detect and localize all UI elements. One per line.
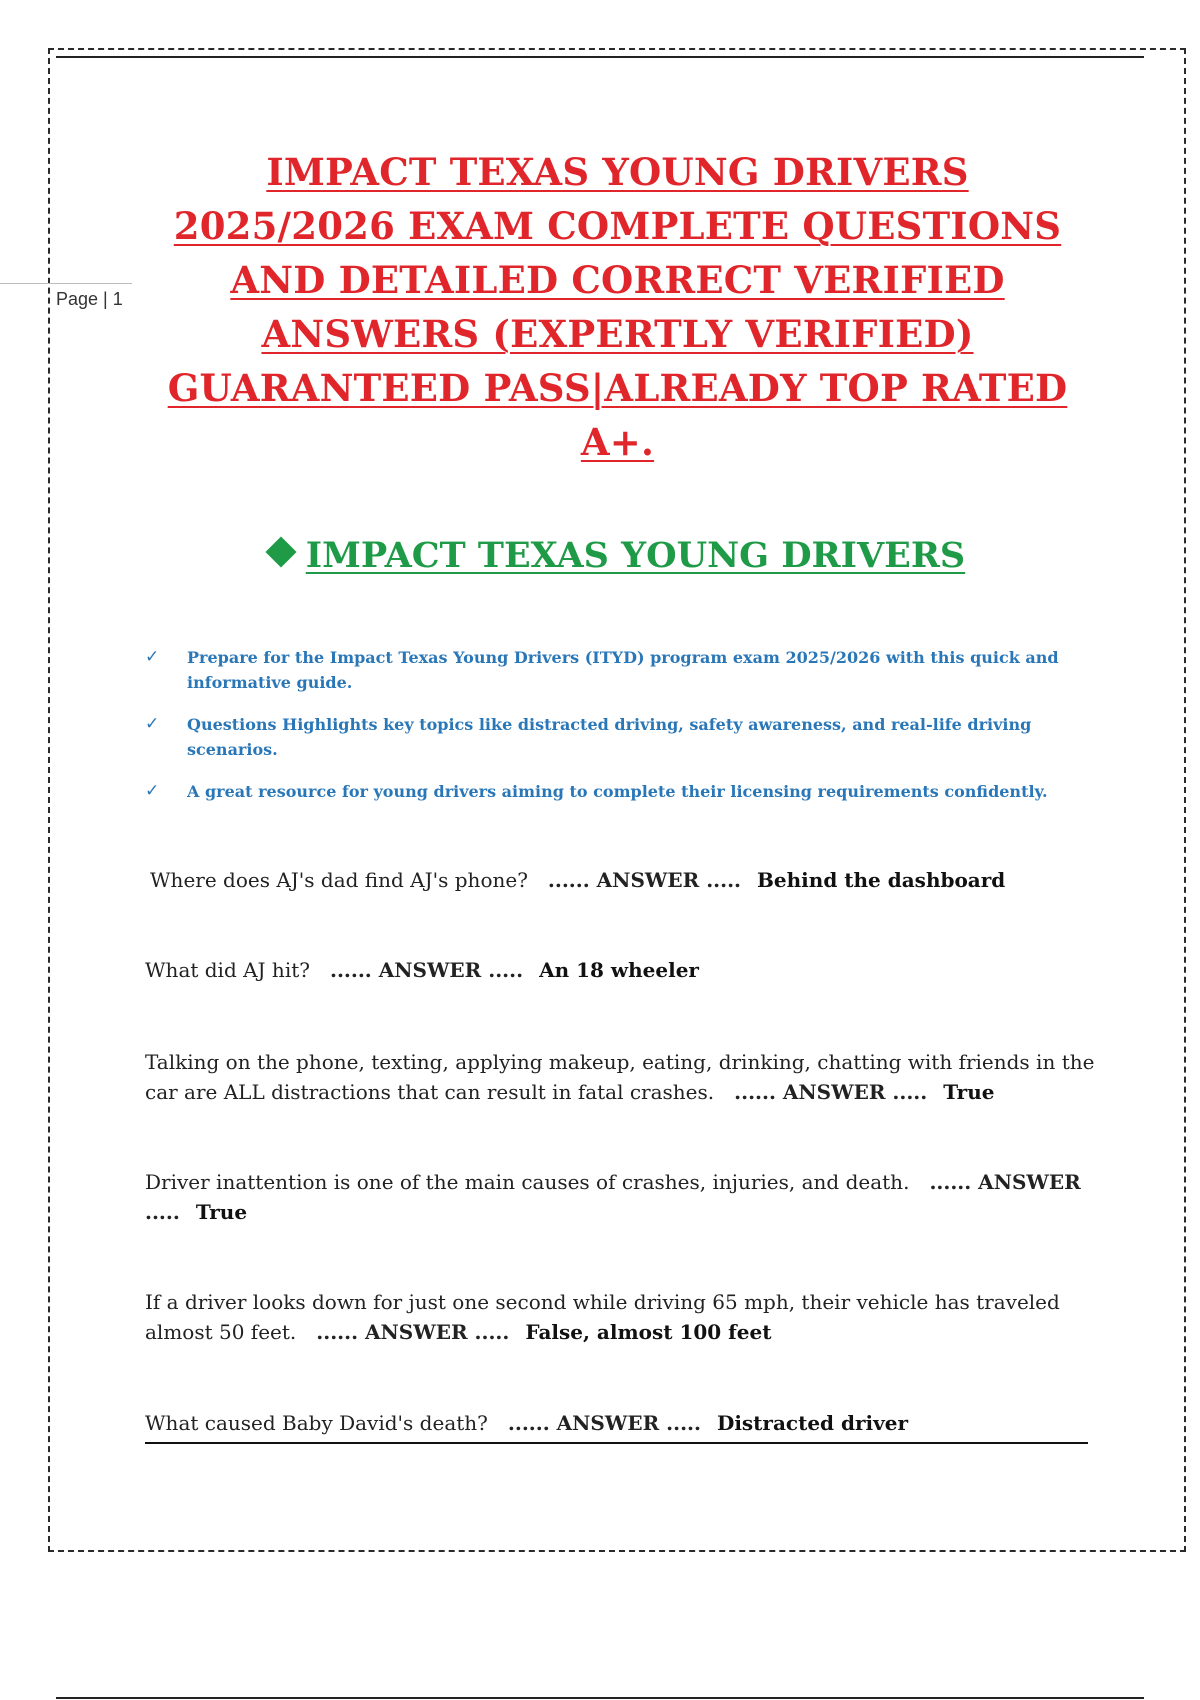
bullet-text: A great resource for young drivers aiming to complete their licensing requirements confidently. bbox=[187, 782, 1048, 801]
answer-text: False, almost 100 feet bbox=[525, 1320, 772, 1344]
answer-label: ...... ANSWER ..... bbox=[316, 1320, 510, 1344]
bullet-item bbox=[145, 712, 1080, 762]
answer-label: ...... ANSWER ..... bbox=[547, 868, 742, 892]
answer-label: ...... ANSWER ..... bbox=[145, 1170, 1081, 1224]
bullet-item bbox=[145, 779, 1080, 804]
document-title: IMPACT TEXAS YOUNG DRIVERS 2025/2026 EXAM COMPLETE QUESTIONS AND DETAILED CORRECT VERIFIED ANSWERS (EXPERTLY VERIFIED) GUARANTEED PASS|ALREADY TOP RATED A+. bbox=[167, 150, 1068, 464]
answer-label: ...... ANSWER ..... bbox=[507, 1411, 701, 1435]
content-end-rule bbox=[145, 1442, 1088, 1444]
intro-bullet-list bbox=[145, 645, 1080, 821]
question-text: Talking on the phone, texting, applying makeup, eating, drinking, chatting with friends in the car are ALL distractions that can result in fatal crashes. bbox=[145, 1050, 1095, 1104]
page-number: Page | 1 bbox=[56, 289, 123, 309]
bullet-text: Questions Highlights key topics like distracted driving, safety awareness, and real-life driving scenarios. bbox=[187, 715, 1032, 759]
qa-item bbox=[145, 1408, 1095, 1438]
answer-text: True bbox=[943, 1080, 995, 1104]
question-text: Where does AJ's dad find AJ's phone? bbox=[150, 868, 528, 892]
header-rule bbox=[56, 56, 1144, 58]
answer-text: True bbox=[195, 1200, 248, 1224]
checkmark-icon: ✓ bbox=[145, 647, 160, 667]
bullet-item bbox=[145, 645, 1080, 695]
qa-item bbox=[145, 1287, 1095, 1347]
answer-text: Behind the dashboard bbox=[757, 868, 1006, 892]
question-text: If a driver looks down for just one second while driving 65 mph, their vehicle has traveled almost 50 feet. bbox=[145, 1290, 1060, 1344]
qa-item bbox=[145, 955, 1095, 985]
answer-label: ...... ANSWER ..... bbox=[734, 1080, 928, 1104]
question-text: Driver inattention is one of the main causes of crashes, injuries, and death. bbox=[145, 1170, 910, 1194]
checkmark-icon: ✓ bbox=[145, 781, 160, 801]
page-number-rule bbox=[0, 283, 132, 284]
bullet-text: Prepare for the Impact Texas Young Drivers (ITYD) program exam 2025/2026 with this quick and informative guide. bbox=[187, 648, 1059, 692]
question-text: What did AJ hit? bbox=[145, 958, 310, 982]
checkmark-icon: ✓ bbox=[145, 714, 160, 734]
answer-label: ...... ANSWER ..... bbox=[329, 958, 524, 982]
section-heading bbox=[150, 532, 1085, 580]
qa-item bbox=[145, 1047, 1095, 1107]
next-page-rule bbox=[56, 1697, 1144, 1699]
section-heading-text: IMPACT TEXAS YOUNG DRIVERS bbox=[305, 535, 966, 576]
answer-text: An 18 wheeler bbox=[539, 958, 699, 982]
qa-item bbox=[150, 865, 1100, 895]
question-text: What caused Baby David's death? bbox=[145, 1411, 488, 1435]
diamond-icon bbox=[265, 536, 296, 567]
qa-item bbox=[145, 1167, 1095, 1227]
answer-text: Distracted driver bbox=[716, 1411, 909, 1435]
